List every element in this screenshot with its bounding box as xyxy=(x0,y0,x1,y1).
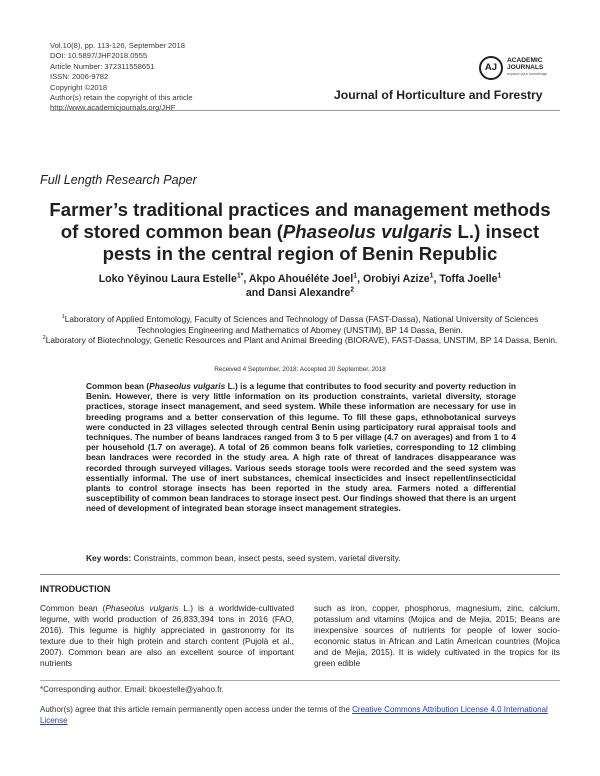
abstract-divider xyxy=(40,574,560,575)
meta-rights: Author(s) retain the copyright of this article xyxy=(50,93,193,103)
journal-name: Journal of Horticulture and Forestry xyxy=(334,88,543,102)
logo-line-1: ACADEMIC xyxy=(507,57,543,64)
paper-type: Full Length Research Paper xyxy=(40,173,197,187)
author-list xyxy=(40,272,560,300)
col1-start: Common bean ( xyxy=(40,603,106,613)
publisher-logo-text xyxy=(507,57,543,72)
author-affil-mark: 1* xyxy=(236,272,244,280)
affiliation-2 xyxy=(40,335,560,346)
affiliation-number: 2 xyxy=(42,335,46,342)
author-separator: , xyxy=(433,273,440,285)
author-affil-mark: 1 xyxy=(353,272,358,280)
abstract-body: L.) is a legume that contributes to food security and poverty reduction in Benin. However, there is very little information on its production constraints, varietal diversity, storage practices, storage insect management, and seed system. While these information are necessary for use in breeding programs and a better conservation of this legume. To fill these gaps, ethnobotanical surveys were conducted in 23 villages selected through central Benin using participatory rural appraisal tools and techniques. The number of beans landraces ranged from 3 to 5 per village (4.7 on averages) and from 1 to 4 per household (1.7 on average). A total of 26 common beans folk varieties, corresponding to 12 climbing bean landraces were recorded in the study area. A high rate of threat of landraces disappearance was recorded through surveyed villages. Various seeds storage tools were recorded and the seed system was essentially informal. The use of inert substances, chemical insecticides and insect repellent/insecticidal plants to control storage insects has been reported in the study area. Farmers noted a differential susceptibility of common bean landraces to storage insect pest. Our findings showed that there is an urgent need of development of integrated bean storage insect management strategies. xyxy=(86,381,516,514)
keywords xyxy=(86,553,526,563)
corresponding-author: *Corresponding author. Email: bkoestelle@yahoo.fr. xyxy=(40,685,224,694)
abstract xyxy=(86,381,516,514)
col1-species: Phaseolus vulgaris xyxy=(105,603,179,613)
publisher-logo-icon: AJ xyxy=(479,56,503,80)
author-name: Akpo Ahouéléte Joel xyxy=(248,273,354,285)
author-affil-mark: 1 xyxy=(497,272,502,280)
abstract-species: Phaseolus vulgaris xyxy=(149,381,226,391)
author-name: and Dansi Alexandre xyxy=(245,287,351,299)
meta-doi: DOI: 10.5897/JHF2018.0555 xyxy=(50,51,148,61)
affiliation-1 xyxy=(40,314,560,335)
paper-title xyxy=(40,199,560,265)
title-species: Phaseolus vulgaris xyxy=(282,221,453,242)
footnote-divider xyxy=(40,680,560,681)
author-affil-mark: 1 xyxy=(429,272,434,280)
abstract-start: Common bean ( xyxy=(86,381,150,391)
meta-issn: ISSN: 2006-9782 xyxy=(50,72,109,82)
meta-copyright: Copyright ©2018 xyxy=(50,82,108,92)
author-affil-mark: 2 xyxy=(350,286,355,294)
meta-url[interactable]: http://www.academicjournals.org/JHF xyxy=(50,103,176,113)
author-name: Toffa Joelle xyxy=(439,273,498,285)
section-heading: INTRODUCTION xyxy=(40,584,111,594)
author-name: Loko Yêyinou Laura Estelle xyxy=(98,273,237,285)
col1-body: L.) is a worldwide-cultivated legume, with world production of 26,833,394 tons in 2016 (FAO, 2016). This legume is highly appreciated in gastronomy for its texture due to their high protein and starch content (Pujolà et al., 2007). Common bean are also an excellent source of important nutrients xyxy=(40,603,294,668)
keywords-label: Key words: xyxy=(86,553,132,563)
logo-tagline: expand your knowledge xyxy=(507,72,548,76)
affiliation-number: 1 xyxy=(61,314,65,321)
article-meta xyxy=(50,41,193,114)
author-separator: , xyxy=(243,273,249,285)
affiliations xyxy=(40,314,560,346)
affiliation-text: Laboratory of Applied Entomology, Faculty of Sciences and Technology of Dassa (FAST-Dassa), National University of Sciences Technologies Engineering and Mathematics of Abomey (UNSTIM), BP 14 Dassa, Benin. xyxy=(64,314,539,335)
logo-line-2: JOURNALS xyxy=(507,64,544,72)
body-column-right: such as iron, copper, phosphorus, magnesium, zinc, calcium, potassium and vitamins (Mojica and de Mejia, 2015; Beans are inexpensive sources of nutrients for people of lower socio-economic status in African and Latin American countries (Mojica and de Mejia, 2015). It is widely cultivated in the tropics for its green edible xyxy=(314,603,560,668)
meta-article-number: Article Number: 372311558651 xyxy=(50,61,155,71)
meta-volume: Vol.10(8), pp. 113-126, September 2018 xyxy=(50,41,185,50)
title-part-2: L.) insect pests in the central region of Benin Republic xyxy=(102,221,540,264)
body-column-left xyxy=(40,603,294,668)
license-text: Author(s) agree that this article remain permanently open access under the terms of the xyxy=(40,705,353,714)
affiliation-text: Laboratory of Biotechnology, Genetic Resources and Plant and Animal Breeding (BIORAVE), FAST-Dassa, UNSTIM, BP 14 Dassa, Benin. xyxy=(45,335,558,346)
header-divider xyxy=(50,110,560,111)
author-name: Orobiyi Azize xyxy=(362,273,430,285)
title-part-1: Farmer’s traditional practices and management methods of stored common bean ( xyxy=(49,199,551,242)
received-accepted-dates: Received 4 September, 2018; Accepted 20 September, 2018 xyxy=(214,366,386,373)
author-separator: , xyxy=(357,273,363,285)
license-link[interactable]: Creative Commons Attribution License 4.0 International License xyxy=(40,705,548,725)
keywords-list: Constraints, common bean, insect pests, seed system, varietal diversity. xyxy=(133,553,401,563)
license-notice xyxy=(40,705,560,726)
